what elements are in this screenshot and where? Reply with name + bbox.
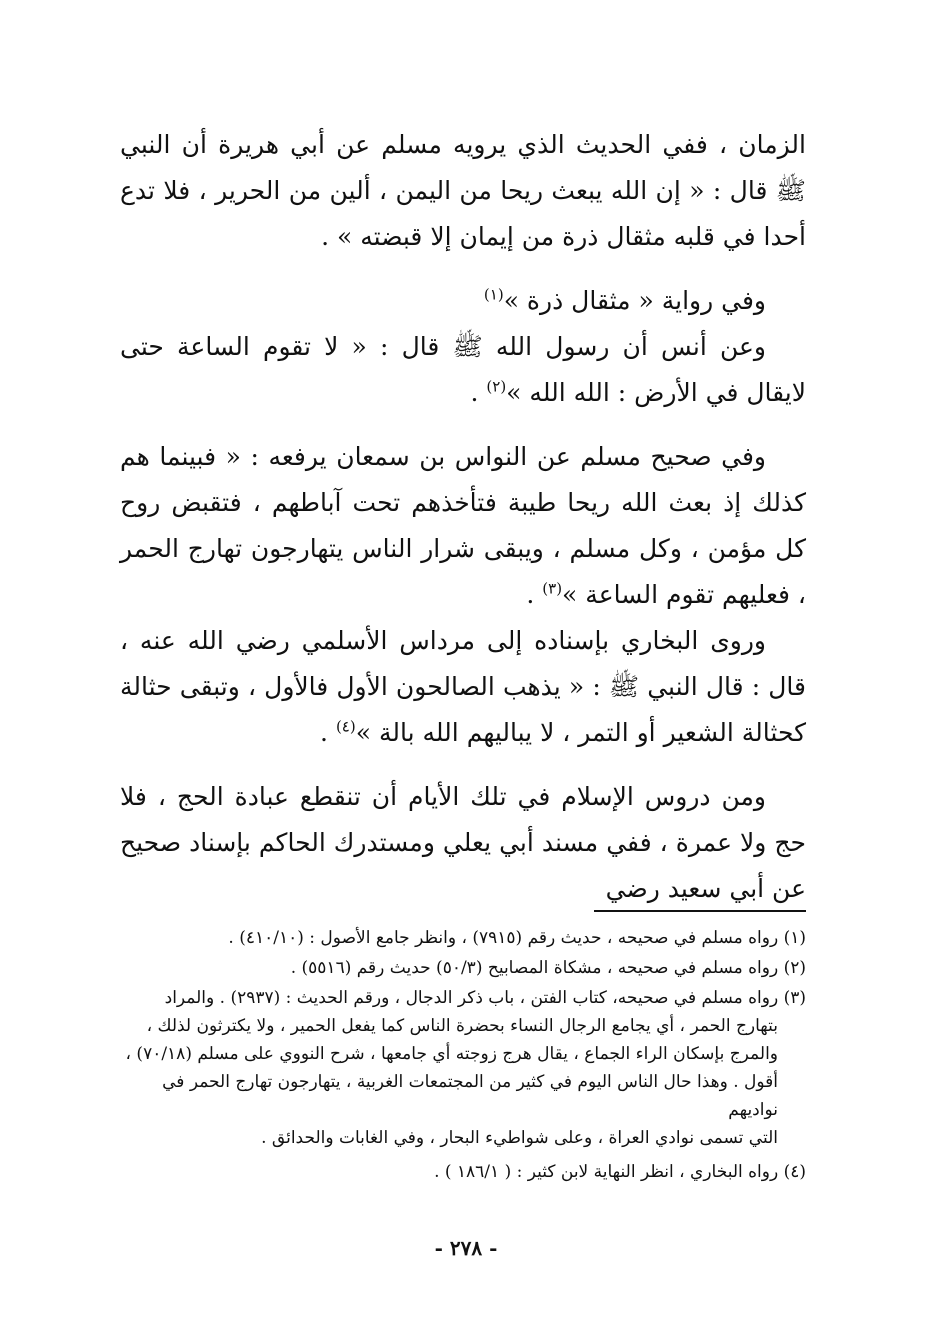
- paragraph-1-text: الزمان ، ففي الحديث الذي يرويه مسلم عن أبي هريرة أن النبي ﷺ قال : « إن الله يبعث ريحا من اليمن ، ألين من الحرير ، فلا تدع أحدا في قلبه مثقال ذرة من إيمان إلا قبضته » .: [120, 130, 806, 251]
- paragraph-3: [120, 324, 806, 416]
- footnote-3-line: (٣) رواه مسلم في صحيحه، كتاب الفتن ، باب ذكر الدجال ، ورقم الحديث : (٢٩٣٧) . والمراد: [164, 988, 806, 1008]
- footnotes: [120, 924, 806, 1188]
- paragraph-3-tail: .: [470, 378, 487, 407]
- footnote-3: [120, 984, 806, 1152]
- footnote-3-continuation-4: التي تسمى نوادي العراة ، وعلى شواطيء البحار ، وفي الغابات والحدائق .: [261, 1128, 778, 1148]
- paragraph-5-text: وروى البخاري بإسناده إلى مرداس الأسلمي رضي الله عنه ، قال : قال النبي ﷺ : « يذهب الصالحون الأول فالأول ، وتبقى حثالة كحثالة الشعير أو التمر ، لا يباليهم الله بالة »: [120, 626, 806, 747]
- paragraph-5: [120, 618, 806, 756]
- paragraph-6-text: ومن دروس الإسلام في تلك الأيام أن تنقطع عبادة الحج ، فلا حج ولا عمرة ، ففي مسند أبي يعلي ومستدرك الحاكم بإسناد صحيح عن أبي سعيد رضي: [120, 782, 806, 903]
- footnote-separator: [594, 910, 806, 912]
- page-number: - ٢٧٨ -: [434, 1236, 498, 1260]
- paragraph-4: [120, 434, 806, 618]
- paragraph-4-tail: .: [526, 580, 543, 609]
- footnote-ref-1[interactable]: (١): [483, 285, 504, 304]
- paragraph-5-tail: .: [320, 718, 336, 747]
- footnote-ref-4[interactable]: (٤): [335, 717, 356, 736]
- footnote-3-continuation-3: أقول . وهذا حال الناس اليوم في كثير من المجتمعات الغربية ، يتهارجون تهارج الحمر في نواديهم: [162, 1072, 778, 1120]
- paragraph-1: [120, 122, 806, 260]
- paragraph-4-text: وفي صحيح مسلم عن النواس بن سمعان يرفعه : « فبينما هم كذلك إذ بعث الله ريحا طيبة فتأخذهم تحت آباطهم ، فتقبض روح كل مؤمن ، وكل مسلم ، ويبقى شرار الناس يتهارجون تهارج الحمر ، فعليهم تقوم الساعة »: [120, 442, 806, 609]
- paragraph-2-text: وفي رواية « مثقال ذرة »: [503, 286, 766, 315]
- footnote-3-continuation-1: بتهارج الحمر ، أي يجامع الرجال النساء بحضرة الناس كما يفعل الحمير ، ولا يكترثون لذلك ،: [146, 1016, 778, 1036]
- footnote-2: (٢) رواه مسلم في صحيحه ، مشكاة المصابيح (٥٠/٣) حديث رقم (٥٥١٦) .: [290, 958, 806, 978]
- footnote-ref-2[interactable]: (٢): [486, 377, 507, 396]
- main-text: [120, 122, 806, 912]
- paragraph-6: [120, 774, 806, 912]
- footnote-ref-3[interactable]: (٣): [542, 579, 563, 598]
- footnote-4: (٤) رواه البخاري ، انظر النهاية لابن كثير : ( ١٨٦/١ ) .: [434, 1162, 806, 1182]
- paragraph-2: [120, 278, 806, 324]
- footnote-3-continuation-2: والمرج بإسكان الراء الجماع ، يقال هرج زوجته أي جامعها ، شرح النووي على مسلم (٧٠/١٨) ،: [125, 1044, 778, 1064]
- footnote-1: (١) رواه مسلم في صحيحه ، حديث رقم (٧٩١٥) ، وانظر جامع الأصول : (٤١٠/١٠) .: [228, 928, 806, 948]
- paragraph-3-text: وعن أنس أن رسول الله ﷺ قال : « لا تقوم الساعة حتى لايقال في الأرض : الله الله »: [120, 332, 806, 407]
